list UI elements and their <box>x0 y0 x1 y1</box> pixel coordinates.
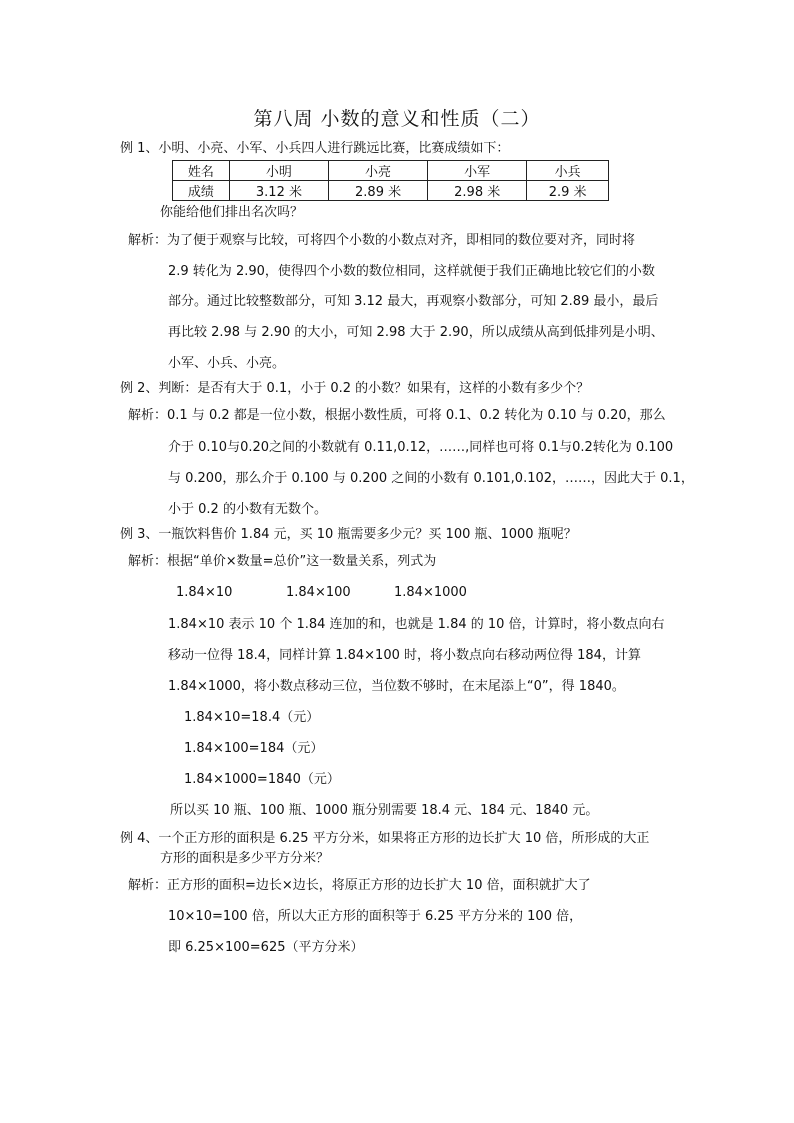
example-3-analysis-intro: 解析：根据“单价×数量=总价”这一数量关系，列式为 <box>128 554 437 569</box>
formula: 1.84×1000 <box>394 585 467 600</box>
example-2-analysis-line: 小于 0.2 的小数有无数个。 <box>168 502 327 517</box>
example-2-question: 例 2、判断：是否有大于 0.1，小于 0.2 的小数？如果有，这样的小数有多少个？ <box>120 381 590 396</box>
example-3-explain-line: 1.84×10 表示 10 个 1.84 连加的和，也就是 1.84 的 10 倍，计算时，将小数点向右 <box>168 617 665 632</box>
result-line: 1.84×1000=1840（元） <box>184 772 340 787</box>
table-cell: 2.98 米 <box>428 181 527 201</box>
table-row <box>173 181 609 201</box>
example-1-question-2: 你能给他们排出名次吗？ <box>160 205 304 220</box>
example-2-analysis-line: 介于 0.10与0.20之间的小数就有 0.11,0.12，……,同样也可将 0.1与0.2转化为 0.100 <box>168 440 674 455</box>
formula: 1.84×10 <box>176 585 233 600</box>
table-cell: 3.12 米 <box>229 181 328 201</box>
example-3-explain-line: 1.84×1000，将小数点移动三位，当位数不够时，在末尾添上“0”，得 1840。 <box>168 679 625 694</box>
table-cell: 姓名 <box>173 161 230 181</box>
table-cell: 小亮 <box>329 161 428 181</box>
example-1-analysis-line: 小军、小兵、小亮。 <box>168 356 286 371</box>
example-2-analysis-line: 与 0.200，那么介于 0.100 与 0.200 之间的小数有 0.101,0.102，……，因此大于 0.1， <box>168 471 694 486</box>
formula: 1.84×100 <box>286 585 351 600</box>
table-cell: 小兵 <box>527 161 609 181</box>
example-3-conclusion: 所以买 10 瓶、100 瓶、1000 瓶分别需要 18.4 元、184 元、1840 元。 <box>170 803 599 818</box>
example-2-analysis-line: 解析：0.1 与 0.2 都是一位小数，根据小数性质，可将 0.1、0.2 转化为 0.10 与 0.20，那么 <box>128 408 666 423</box>
table-cell: 2.89 米 <box>329 181 428 201</box>
example-1-analysis-line: 部分。通过比较整数部分，可知 3.12 最大，再观察小数部分，可知 2.89 最小，最后 <box>168 294 659 309</box>
example-1-analysis-line: 2.9 转化为 2.90，使得四个小数的数位相同，这样就便于我们正确地比较它们的小数 <box>168 264 655 279</box>
table-row <box>173 161 609 181</box>
score-table <box>172 160 609 201</box>
example-4-analysis-line: 即 6.25×100=625（平方分米） <box>168 940 364 955</box>
example-3-question: 例 3、一瓶饮料售价 1.84 元，买 10 瓶需要多少元？买 100 瓶、1000 瓶呢？ <box>120 527 577 542</box>
example-4-analysis-line: 解析：正方形的面积=边长×边长，将原正方形的边长扩大 10 倍，面积就扩大了 <box>128 878 591 893</box>
table-cell: 成绩 <box>173 181 230 201</box>
example-3-explain-line: 移动一位得 18.4，同样计算 1.84×100 时，将小数点向右移动两位得 184，计算 <box>168 648 641 663</box>
example-4-analysis-line: 10×10=100 倍，所以大正方形的面积等于 6.25 平方分米的 100 倍， <box>168 909 583 924</box>
table-cell: 2.9 米 <box>527 181 609 201</box>
example-4-question-line: 例 4、一个正方形的面积是 6.25 平方分米，如果将正方形的边长扩大 10 倍，所形成的大正 <box>120 831 650 846</box>
result-line: 1.84×10=18.4（元） <box>184 710 320 725</box>
example-1-analysis-line: 解析：为了便于观察与比较，可将四个小数的小数点对齐，即相同的数位要对齐，同时将 <box>128 233 636 248</box>
table-cell: 小军 <box>428 161 527 181</box>
result-line: 1.84×100=184（元） <box>184 741 324 756</box>
example-1-analysis-line: 再比较 2.98 与 2.90 的大小，可知 2.98 大于 2.90，所以成绩从高到低排列是小明、 <box>168 325 664 340</box>
page-title: 第八周 小数的意义和性质（二） <box>253 108 541 130</box>
example-1-question: 例 1、小明、小亮、小军、小兵四人进行跳远比赛，比赛成绩如下： <box>120 141 510 156</box>
example-4-question-line: 方形的面积是多少平方分米？ <box>160 851 330 866</box>
table-cell: 小明 <box>229 161 328 181</box>
